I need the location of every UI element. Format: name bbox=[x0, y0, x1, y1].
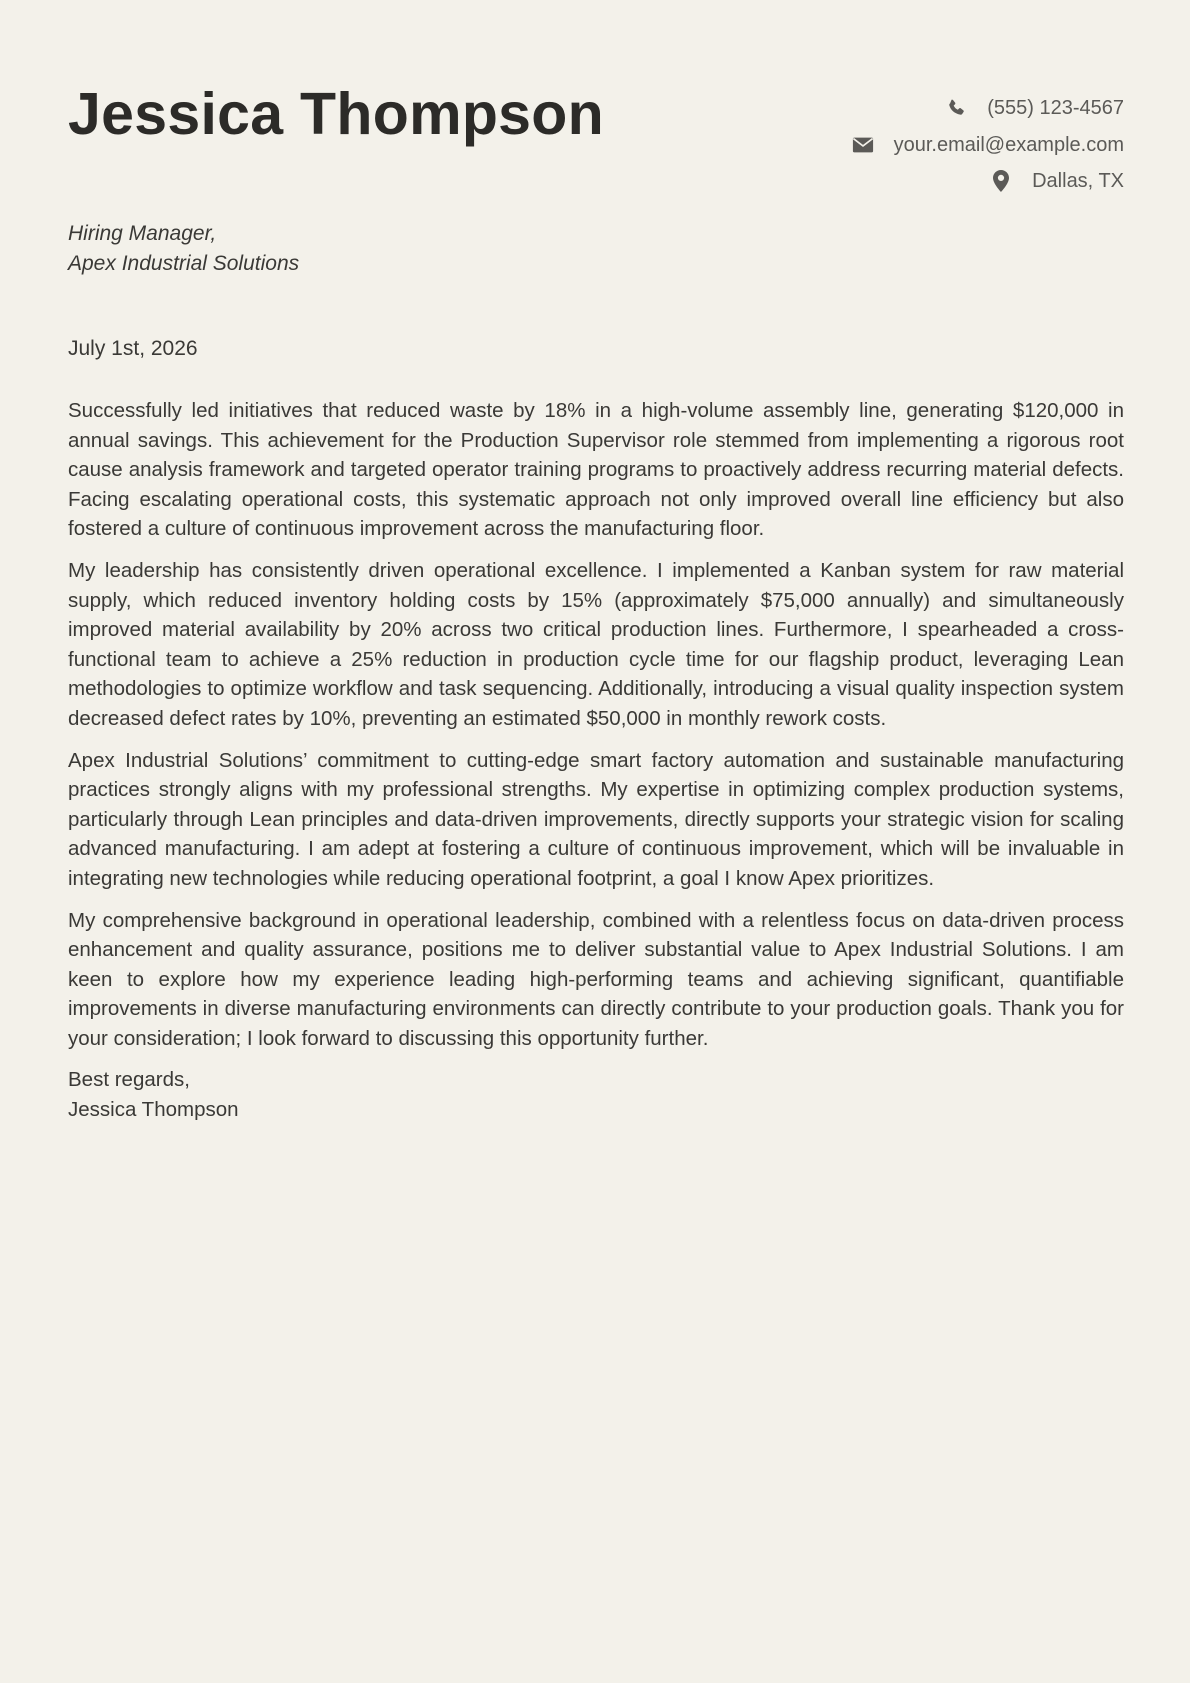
recipient-title: Hiring Manager, bbox=[68, 222, 217, 245]
cover-letter-page bbox=[68, 0, 1124, 1683]
phone-icon bbox=[945, 97, 967, 119]
body-paragraph: My comprehensive background in operational leadership, combined with a relentless focus on data-driven process enhancement and quality assurance, positions me to deliver substantial value to Apex Industrial Solutions. I am keen to explore how my experience leading high-performing teams and achieving significant, quantifiable improvements in diverse manufacturing environments can directly contribute to your production goals. Thank you for your consideration; I look forward to discussing this opportunity further. bbox=[68, 908, 1124, 1050]
recipient-company: Apex Industrial Solutions bbox=[68, 252, 300, 275]
letter-body bbox=[68, 396, 1124, 1125]
contact-location-row bbox=[852, 169, 1124, 206]
envelope-icon bbox=[852, 134, 874, 156]
letter-header bbox=[68, 0, 1124, 205]
contact-email-row bbox=[852, 133, 1124, 170]
contact-email: your.email@example.com bbox=[893, 133, 1124, 156]
body-paragraph: Successfully led initiatives that reduced waste by 18% in a high-volume assembly line, generating $120,000 in annual savings. This achievement for the Production Supervisor role stemmed from implementing a rigorous root cause analysis framework and targeted operator training programs to proactively address recurring material defects. Facing escalating operational costs, this systematic approach not only improved overall line efficiency but also fostered a culture of continuous improvement across the manufacturing floor. bbox=[68, 399, 1124, 541]
closing-signature: Jessica Thompson bbox=[68, 1098, 239, 1122]
letter-date: July 1st, 2026 bbox=[68, 337, 198, 360]
recipient-block bbox=[68, 219, 299, 279]
contact-block bbox=[852, 96, 1124, 206]
map-pin-icon bbox=[990, 170, 1012, 192]
contact-phone: (555) 123-4567 bbox=[987, 97, 1124, 119]
body-paragraph: My leadership has consistently driven operational excellence. I implemented a Kanban system for raw material supply, which reduced inventory holding costs by 15% (approximately $75,000 annually) and simultaneously improved material availability by 20% across two critical production lines. Furthermore, I spearheaded a cross-functional team to achieve a 25% reduction in production cycle time for our flagship product, leveraging Lean methodologies to optimize workflow and task sequencing. Additionally, introducing a visual quality inspection system decreased defect rates by 10%, preventing an estimated $50,000 in monthly rework costs. bbox=[68, 558, 1124, 730]
contact-phone-row bbox=[852, 96, 1124, 133]
applicant-name: Jessica Thompson bbox=[68, 81, 604, 147]
closing-block bbox=[68, 1065, 1124, 1124]
body-paragraph: Apex Industrial Solutions’ commitment to cutting-edge smart factory automation and sustainable manufacturing practices strongly aligns with my professional strengths. My expertise in optimizing complex production systems, particularly through Lean principles and data-driven improvements, directly supports your strategic vision for scaling advanced manufacturing. I am adept at fostering a culture of continuous improvement, which will be invaluable in integrating new technologies while reducing operational footprint, a goal I know Apex prioritizes. bbox=[68, 748, 1124, 890]
contact-location: Dallas, TX bbox=[1032, 170, 1124, 192]
closing-salutation: Best regards, bbox=[68, 1068, 190, 1092]
